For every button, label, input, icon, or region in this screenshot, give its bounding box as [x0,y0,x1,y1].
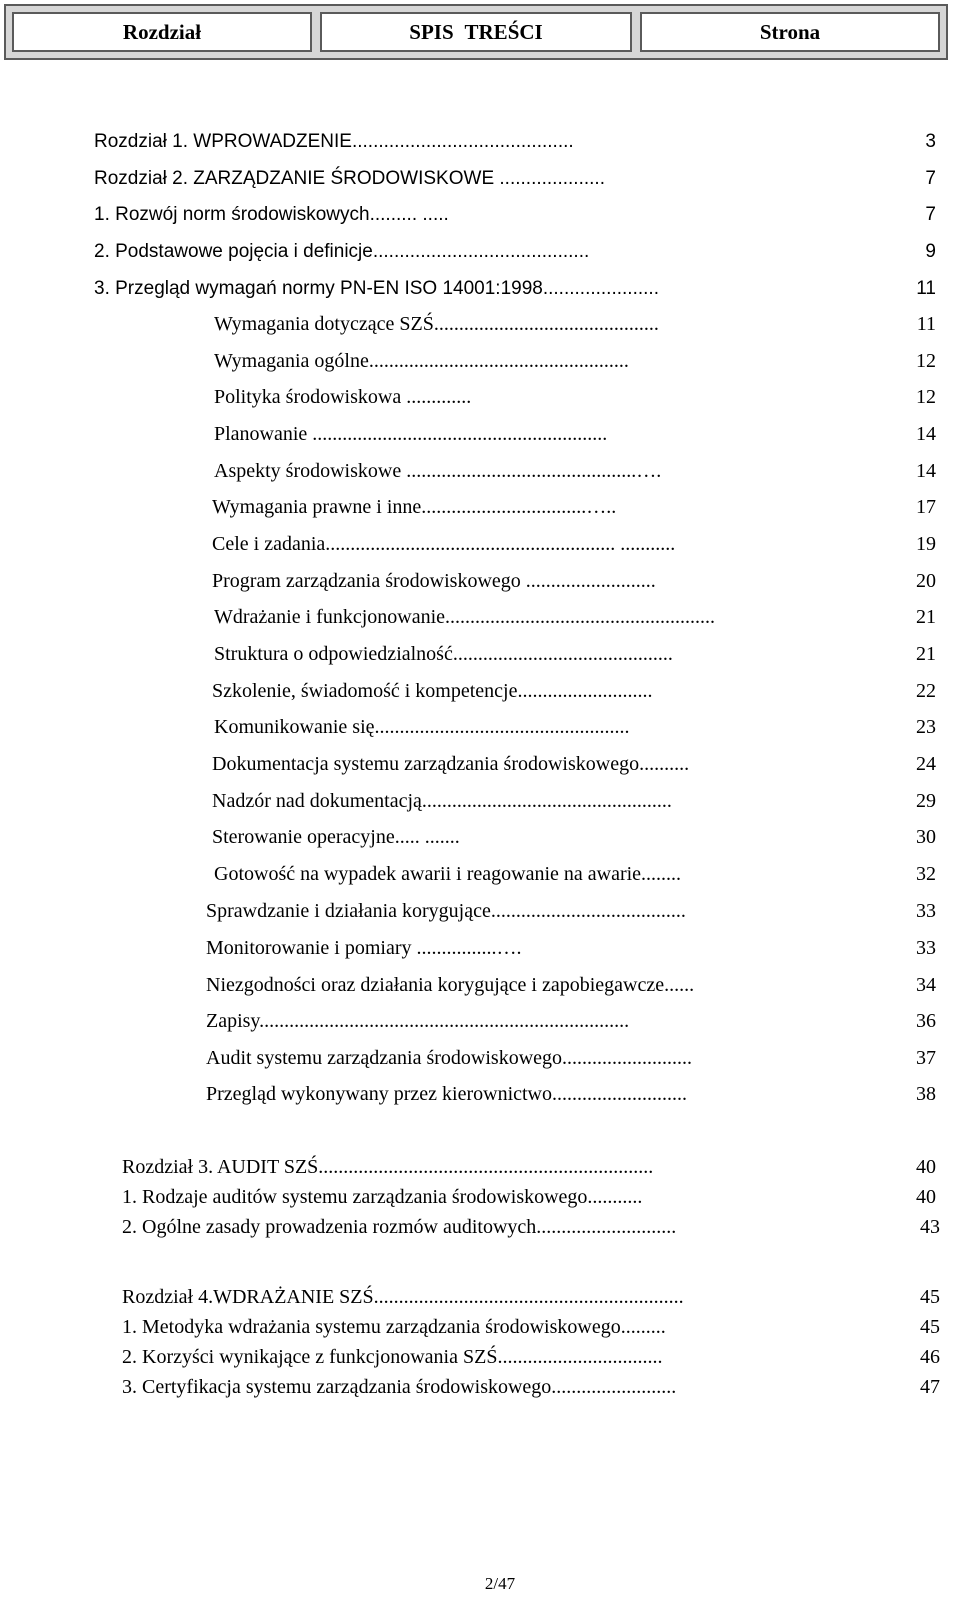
toc-subentry [214,419,864,449]
toc-entry-text: Dokumentacja systemu zarządzania środowiskowego.......... [212,753,690,775]
toc-entry-text: Rozdział 2. ZARZĄDZANIE ŚRODOWISKOWE .................... [94,167,605,189]
toc-entry-page: 45 [920,1316,940,1338]
toc-entry-page: 33 [916,937,936,959]
toc-entry-text: Sterowanie operacyjne..... ....... [212,826,460,848]
toc-entry-text: 2. Korzyści wynikające z funkcjonowania SZŚ................................. [122,1346,663,1368]
toc-entry-page: 32 [916,863,936,885]
toc-entry-page: 14 [916,423,936,445]
toc-subentry [206,933,856,963]
header-chapter-column [12,12,312,52]
toc-entry [94,163,854,193]
toc-entry-page: 30 [916,826,936,848]
toc-entry [122,1182,862,1212]
toc-entry-page: 29 [916,790,936,812]
toc-entry-text: Cele i zadania.......................................................... ........... [212,533,676,555]
toc-entry-text: Gotowość na wypadek awarii i reagowanie na awarie........ [214,863,682,885]
toc-entry-page: 24 [916,753,936,775]
toc-entry [94,273,854,303]
toc-entry-page: 22 [916,680,936,702]
toc-entry-page: 33 [916,900,936,922]
toc-entry-page: 17 [916,496,936,518]
toc-subentry [212,676,862,706]
toc-entry-text: Wymagania prawne i inne.................................….. [212,496,617,518]
toc-subentry [214,309,864,339]
toc-entry-text: 1. Metodyka wdrażania systemu zarządzania środowiskowego......... [122,1316,666,1338]
toc-entry [122,1282,862,1312]
toc-subentry [214,456,864,486]
toc-entry-page: 34 [916,974,936,996]
toc-subentry [214,712,864,742]
toc-entry-text: 1. Rodzaje auditów systemu zarządzania środowiskowego........... [122,1186,643,1208]
toc-subentry [212,822,862,852]
toc-entry-page: 20 [916,570,936,592]
toc-entry [122,1372,862,1402]
toc-entry-page: 45 [920,1286,940,1308]
toc-subentry [206,896,856,926]
toc-entry-text: 3. Certyfikacja systemu zarządzania środowiskowego......................... [122,1376,677,1398]
toc-entry-page: 46 [920,1346,940,1368]
header-title-column [320,12,632,52]
toc-subentry [214,639,864,669]
header-title-label: SPIS TREŚCI [409,19,543,44]
toc-entry-text: 2. Ogólne zasady prowadzenia rozmów auditowych............................ [122,1216,677,1238]
toc-entry [94,126,854,156]
toc-entry-text: Niezgodności oraz działania korygujące i zapobiegawcze...... [206,974,695,996]
toc-entry-page: 12 [916,386,936,408]
header-page-label: Strona [759,19,821,44]
toc-subentry [212,492,862,522]
toc-entry-text: Zapisy.......................................................................... [206,1010,630,1032]
toc-subentry [212,749,862,779]
toc-subentry [212,529,862,559]
toc-entry-page: 7 [925,203,936,225]
toc-entry-page: 47 [920,1376,940,1398]
toc-entry-text: Polityka środowiskowa ............. [214,386,472,408]
toc-entry-text: Rozdział 1. WPROWADZENIE.......................................... [94,130,574,152]
toc-entry [94,199,854,229]
toc-subentry [214,346,864,376]
toc-entry-page: 9 [925,240,936,262]
toc-entry-text: Wdrażanie i funkcjonowanie...................................................... [214,606,716,628]
toc-header-bar [4,4,948,60]
toc-entry-text: Nadzór nad dokumentacją.................................................. [212,790,672,812]
toc-entry-text: Program zarządzania środowiskowego .......................... [212,570,656,592]
toc-subentry [214,602,864,632]
header-page-column [640,12,940,52]
toc-entry-page: 21 [916,643,936,665]
toc-entry-page: 14 [916,460,936,482]
toc-entry-page: 7 [925,167,936,189]
toc-subentry [206,1079,856,1109]
toc-entry-text: 2. Podstawowe pojęcia i definicje......................................... [94,240,590,262]
toc-entry-text: Monitorowanie i pomiary ................…. [206,937,522,959]
toc-entry-text: Audit systemu zarządzania środowiskowego.......................... [206,1047,693,1069]
toc-entry-page: 11 [916,313,936,335]
toc-entry [122,1212,862,1242]
toc-entry-text: Komunikowanie się................................................... [214,716,630,738]
toc-entry [122,1312,862,1342]
toc-entry-text: Wymagania ogólne.................................................... [214,350,629,372]
page-number: 2/47 [484,1574,516,1593]
toc-subentry [212,786,862,816]
toc-subentry [212,566,862,596]
toc-entry-page: 43 [920,1216,940,1238]
toc-entry-page: 11 [916,277,936,299]
toc-subentry [206,1043,856,1073]
toc-entry-text: Planowanie ........................................................... [214,423,608,445]
toc-entry-text: Wymagania dotyczące SZŚ............................................. [214,313,659,335]
toc-subentry [214,382,864,412]
toc-entry-text: Rozdział 4.WDRAŻANIE SZŚ.............................................................. [122,1286,684,1308]
toc-subentry [206,1006,856,1036]
toc-entry-page: 23 [916,716,936,738]
toc-entry [94,236,854,266]
toc-entry-text: Aspekty środowiskowe ..............................................…. [214,460,662,482]
toc-entry-page: 12 [916,350,936,372]
toc-entry-text: Sprawdzanie i działania korygujące....................................... [206,900,686,922]
toc-entry-page: 40 [916,1186,936,1208]
header-chapter-label: Rozdział [122,19,202,44]
toc-entry-text: 3. Przegląd wymagań normy PN-EN ISO 14001:1998...................... [94,277,659,299]
toc-entry-page: 3 [925,130,936,152]
toc-subentry [214,859,864,889]
toc-entry-page: 36 [916,1010,936,1032]
toc-entry [122,1152,862,1182]
toc-entry-text: Szkolenie, świadomość i kompetencje........................... [212,680,653,702]
toc-subentry [206,970,856,1000]
toc-entry-page: 37 [916,1047,936,1069]
toc-entry-text: Przegląd wykonywany przez kierownictwo........................... [206,1083,687,1105]
toc-entry-text: 1. Rozwój norm środowiskowych......... ..... [94,203,449,225]
toc-entry [122,1342,862,1372]
toc-entry-text: Struktura o odpowiedzialność............................................ [214,643,673,665]
toc-entry-text: Rozdział 3. AUDIT SZŚ................................................................... [122,1156,654,1178]
toc-entry-page: 19 [916,533,936,555]
toc-entry-page: 40 [916,1156,936,1178]
toc-entry-page: 38 [916,1083,936,1105]
toc-entry-page: 21 [916,606,936,628]
